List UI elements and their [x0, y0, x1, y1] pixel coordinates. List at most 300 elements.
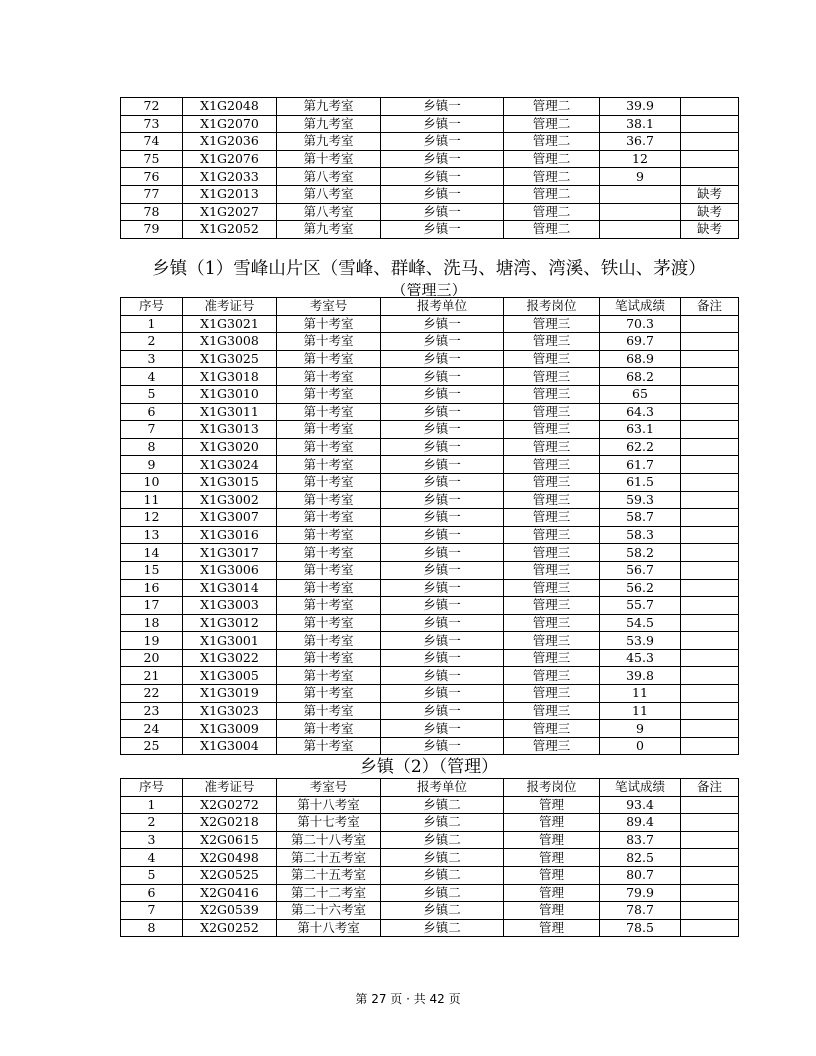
cell-written-score: 65	[600, 385, 681, 403]
cell-applied-unit: 乡镇一	[381, 685, 504, 703]
cell-applied-post: 管理三	[504, 649, 600, 667]
table-row	[121, 115, 739, 133]
cell-exam-room: 第十考室	[277, 720, 381, 738]
table-row	[121, 203, 739, 221]
cell-remark	[681, 702, 739, 720]
cell-remark: 缺考	[681, 185, 739, 203]
cell-exam-room: 第十考室	[277, 685, 381, 703]
cell-applied-unit: 乡镇一	[381, 667, 504, 685]
cell-remark	[681, 509, 739, 527]
table-row	[121, 491, 739, 509]
cell-applied-unit: 乡镇一	[381, 221, 504, 239]
score-table-township-2	[120, 778, 739, 937]
table-row	[121, 150, 739, 168]
cell-applied-post: 管理	[504, 919, 600, 937]
cell-applied-unit: 乡镇一	[381, 702, 504, 720]
cell-remark	[681, 866, 739, 884]
cell-exam-room: 第九考室	[277, 221, 381, 239]
cell-applied-post: 管理	[504, 866, 600, 884]
cell-written-score: 59.3	[600, 491, 681, 509]
cell-written-score: 70.3	[600, 315, 681, 333]
cell-exam-id: X2G0525	[183, 866, 277, 884]
cell-exam-room: 第八考室	[277, 203, 381, 221]
cell-applied-post: 管理	[504, 796, 600, 814]
cell-exam-id: X1G3004	[183, 737, 277, 755]
cell-remark	[681, 98, 739, 116]
cell-exam-id: X2G0615	[183, 831, 277, 849]
cell-written-score: 54.5	[600, 614, 681, 632]
cell-exam-room: 第八考室	[277, 185, 381, 203]
cell-applied-post: 管理二	[504, 221, 600, 239]
cell-written-score: 68.2	[600, 368, 681, 386]
table-row	[121, 168, 739, 186]
cell-remark	[681, 150, 739, 168]
cell-applied-unit: 乡镇一	[381, 526, 504, 544]
cell-remark	[681, 814, 739, 832]
cell-written-score: 89.4	[600, 814, 681, 832]
cell-exam-room: 第十考室	[277, 649, 381, 667]
cell-exam-room: 第二十五考室	[277, 849, 381, 867]
cell-applied-post: 管理三	[504, 368, 600, 386]
cell-seq: 11	[121, 491, 183, 509]
cell-applied-unit: 乡镇一	[381, 403, 504, 421]
table-row	[121, 185, 739, 203]
cell-seq: 17	[121, 597, 183, 615]
table-row	[121, 685, 739, 703]
cell-remark	[681, 333, 739, 351]
cell-remark	[681, 133, 739, 151]
cell-written-score	[600, 203, 681, 221]
table-row	[121, 385, 739, 403]
cell-applied-unit: 乡镇一	[381, 737, 504, 755]
cell-exam-room: 第十考室	[277, 597, 381, 615]
cell-written-score: 93.4	[600, 796, 681, 814]
cell-remark	[681, 168, 739, 186]
cell-exam-id: X1G3015	[183, 473, 277, 491]
cell-seq: 4	[121, 368, 183, 386]
table-row	[121, 509, 739, 527]
header-remark: 备注	[681, 298, 739, 316]
cell-seq: 4	[121, 849, 183, 867]
cell-seq: 76	[121, 168, 183, 186]
cell-seq: 19	[121, 632, 183, 650]
cell-applied-post: 管理三	[504, 561, 600, 579]
cell-seq: 1	[121, 315, 183, 333]
cell-applied-unit: 乡镇一	[381, 421, 504, 439]
cell-applied-unit: 乡镇一	[381, 649, 504, 667]
cell-applied-unit: 乡镇一	[381, 491, 504, 509]
cell-applied-post: 管理三	[504, 544, 600, 562]
cell-exam-room: 第十考室	[277, 544, 381, 562]
table-header-row	[121, 779, 739, 797]
cell-written-score: 64.3	[600, 403, 681, 421]
cell-applied-post: 管理二	[504, 168, 600, 186]
table-row	[121, 421, 739, 439]
header-exam-room: 考室号	[277, 298, 381, 316]
cell-written-score: 11	[600, 685, 681, 703]
cell-written-score: 11	[600, 702, 681, 720]
cell-remark	[681, 438, 739, 456]
cell-written-score: 56.7	[600, 561, 681, 579]
cell-written-score: 9	[600, 168, 681, 186]
cell-applied-post: 管理	[504, 814, 600, 832]
table-row	[121, 544, 739, 562]
cell-applied-unit: 乡镇二	[381, 849, 504, 867]
cell-exam-id: X1G3024	[183, 456, 277, 474]
table-row	[121, 866, 739, 884]
cell-remark	[681, 796, 739, 814]
cell-exam-room: 第九考室	[277, 98, 381, 116]
cell-seq: 9	[121, 456, 183, 474]
cell-exam-room: 第十考室	[277, 579, 381, 597]
header-exam-room: 考室号	[277, 779, 381, 797]
cell-written-score: 69.7	[600, 333, 681, 351]
cell-exam-id: X1G3023	[183, 702, 277, 720]
cell-written-score: 63.1	[600, 421, 681, 439]
cell-written-score: 12	[600, 150, 681, 168]
cell-applied-post: 管理三	[504, 491, 600, 509]
cell-written-score: 55.7	[600, 597, 681, 615]
cell-remark	[681, 831, 739, 849]
cell-written-score: 9	[600, 720, 681, 738]
cell-applied-post: 管理	[504, 902, 600, 920]
cell-applied-unit: 乡镇二	[381, 902, 504, 920]
cell-exam-id: X1G2076	[183, 150, 277, 168]
cell-written-score: 58.2	[600, 544, 681, 562]
table-row	[121, 333, 739, 351]
cell-exam-id: X1G3020	[183, 438, 277, 456]
cell-applied-post: 管理三	[504, 614, 600, 632]
cell-seq: 7	[121, 902, 183, 920]
cell-applied-post: 管理二	[504, 98, 600, 116]
header-applied-post: 报考岗位	[504, 298, 600, 316]
cell-exam-room: 第十考室	[277, 403, 381, 421]
cell-remark	[681, 368, 739, 386]
cell-remark: 缺考	[681, 221, 739, 239]
cell-remark	[681, 421, 739, 439]
cell-applied-post: 管理三	[504, 385, 600, 403]
cell-remark	[681, 561, 739, 579]
table-row	[121, 98, 739, 116]
cell-applied-unit: 乡镇二	[381, 796, 504, 814]
table-row	[121, 473, 739, 491]
cell-applied-unit: 乡镇二	[381, 884, 504, 902]
cell-exam-id: X1G3021	[183, 315, 277, 333]
cell-remark	[681, 473, 739, 491]
cell-seq: 2	[121, 333, 183, 351]
cell-written-score: 45.3	[600, 649, 681, 667]
cell-exam-room: 第十考室	[277, 737, 381, 755]
cell-remark	[681, 526, 739, 544]
cell-exam-id: X2G0539	[183, 902, 277, 920]
cell-applied-unit: 乡镇一	[381, 544, 504, 562]
cell-applied-unit: 乡镇一	[381, 368, 504, 386]
cell-seq: 7	[121, 421, 183, 439]
cell-exam-room: 第十考室	[277, 385, 381, 403]
header-exam-id: 准考证号	[183, 298, 277, 316]
table-row	[121, 849, 739, 867]
table-row	[121, 456, 739, 474]
cell-remark	[681, 919, 739, 937]
cell-applied-post: 管理三	[504, 579, 600, 597]
cell-applied-post: 管理	[504, 849, 600, 867]
cell-exam-room: 第十考室	[277, 526, 381, 544]
cell-applied-post: 管理三	[504, 333, 600, 351]
cell-applied-unit: 乡镇一	[381, 150, 504, 168]
cell-applied-unit: 乡镇一	[381, 168, 504, 186]
table-row	[121, 649, 739, 667]
cell-exam-room: 第二十五考室	[277, 866, 381, 884]
cell-remark	[681, 385, 739, 403]
table-row	[121, 350, 739, 368]
cell-exam-room: 第十八考室	[277, 796, 381, 814]
cell-exam-id: X1G3002	[183, 491, 277, 509]
cell-exam-room: 第十考室	[277, 350, 381, 368]
cell-applied-unit: 乡镇一	[381, 385, 504, 403]
header-exam-id: 准考证号	[183, 779, 277, 797]
cell-exam-id: X1G2070	[183, 115, 277, 133]
cell-seq: 5	[121, 866, 183, 884]
table-row	[121, 831, 739, 849]
cell-applied-unit: 乡镇二	[381, 866, 504, 884]
cell-written-score: 38.1	[600, 115, 681, 133]
table-row	[121, 403, 739, 421]
cell-exam-room: 第九考室	[277, 115, 381, 133]
cell-remark	[681, 115, 739, 133]
cell-applied-unit: 乡镇一	[381, 597, 504, 615]
section-title: 乡镇（1）雪峰山片区（雪峰、群峰、洗马、塘湾、湾溪、铁山、茅渡）	[152, 259, 706, 279]
table-row	[121, 667, 739, 685]
cell-remark	[681, 614, 739, 632]
cell-remark: 缺考	[681, 203, 739, 221]
cell-seq: 22	[121, 685, 183, 703]
table-row	[121, 133, 739, 151]
cell-exam-id: X1G3009	[183, 720, 277, 738]
cell-applied-unit: 乡镇一	[381, 333, 504, 351]
cell-applied-post: 管理二	[504, 115, 600, 133]
cell-seq: 10	[121, 473, 183, 491]
cell-written-score: 68.9	[600, 350, 681, 368]
cell-remark	[681, 884, 739, 902]
header-applied-unit: 报考单位	[381, 298, 504, 316]
cell-remark	[681, 632, 739, 650]
cell-exam-id: X1G2036	[183, 133, 277, 151]
cell-exam-id: X1G3018	[183, 368, 277, 386]
cell-exam-id: X1G2013	[183, 185, 277, 203]
cell-applied-unit: 乡镇一	[381, 115, 504, 133]
section-title: 乡镇（2）（管理）	[359, 757, 499, 777]
cell-exam-id: X1G3022	[183, 649, 277, 667]
cell-written-score	[600, 185, 681, 203]
table-row	[121, 221, 739, 239]
cell-exam-id: X1G3010	[183, 385, 277, 403]
cell-applied-post: 管理三	[504, 350, 600, 368]
cell-exam-room: 第二十八考室	[277, 831, 381, 849]
cell-exam-id: X1G3007	[183, 509, 277, 527]
cell-exam-id: X1G3008	[183, 333, 277, 351]
header-seq: 序号	[121, 298, 183, 316]
cell-exam-id: X1G3019	[183, 685, 277, 703]
table-row	[121, 884, 739, 902]
page-footer: 第 27 页 · 共 42 页	[355, 992, 461, 1006]
cell-written-score: 53.9	[600, 632, 681, 650]
cell-applied-unit: 乡镇一	[381, 133, 504, 151]
cell-written-score: 58.3	[600, 526, 681, 544]
cell-applied-unit: 乡镇一	[381, 509, 504, 527]
cell-seq: 25	[121, 737, 183, 755]
cell-written-score: 82.5	[600, 849, 681, 867]
cell-applied-unit: 乡镇二	[381, 831, 504, 849]
cell-seq: 6	[121, 884, 183, 902]
cell-applied-unit: 乡镇一	[381, 98, 504, 116]
cell-seq: 8	[121, 438, 183, 456]
cell-written-score: 0	[600, 737, 681, 755]
cell-applied-post: 管理三	[504, 526, 600, 544]
cell-applied-unit: 乡镇一	[381, 315, 504, 333]
table-row	[121, 597, 739, 615]
cell-seq: 78	[121, 203, 183, 221]
cell-exam-room: 第十考室	[277, 150, 381, 168]
cell-exam-room: 第九考室	[277, 133, 381, 151]
cell-remark	[681, 737, 739, 755]
cell-exam-id: X1G2033	[183, 168, 277, 186]
header-applied-unit: 报考单位	[381, 779, 504, 797]
header-seq: 序号	[121, 779, 183, 797]
cell-applied-post: 管理三	[504, 597, 600, 615]
cell-exam-id: X2G0272	[183, 796, 277, 814]
cell-seq: 8	[121, 919, 183, 937]
cell-exam-id: X1G3025	[183, 350, 277, 368]
cell-exam-id: X1G3013	[183, 421, 277, 439]
cell-applied-unit: 乡镇一	[381, 473, 504, 491]
cell-applied-post: 管理二	[504, 150, 600, 168]
cell-seq: 15	[121, 561, 183, 579]
cell-remark	[681, 544, 739, 562]
cell-exam-room: 第十考室	[277, 491, 381, 509]
cell-remark	[681, 720, 739, 738]
cell-remark	[681, 579, 739, 597]
cell-remark	[681, 315, 739, 333]
cell-seq: 14	[121, 544, 183, 562]
cell-seq: 12	[121, 509, 183, 527]
cell-applied-post: 管理三	[504, 632, 600, 650]
cell-exam-room: 第十考室	[277, 421, 381, 439]
cell-exam-room: 第十七考室	[277, 814, 381, 832]
cell-remark	[681, 403, 739, 421]
cell-remark	[681, 902, 739, 920]
cell-seq: 74	[121, 133, 183, 151]
cell-applied-post: 管理三	[504, 509, 600, 527]
cell-exam-id: X1G3017	[183, 544, 277, 562]
cell-applied-post: 管理三	[504, 473, 600, 491]
cell-applied-post: 管理三	[504, 438, 600, 456]
cell-remark	[681, 491, 739, 509]
cell-written-score: 78.7	[600, 902, 681, 920]
cell-exam-room: 第十考室	[277, 614, 381, 632]
cell-exam-room: 第二十二考室	[277, 884, 381, 902]
cell-exam-id: X1G3016	[183, 526, 277, 544]
cell-exam-room: 第十考室	[277, 315, 381, 333]
cell-seq: 75	[121, 150, 183, 168]
table-row	[121, 315, 739, 333]
cell-applied-unit: 乡镇一	[381, 614, 504, 632]
cell-seq: 23	[121, 702, 183, 720]
cell-applied-post: 管理三	[504, 315, 600, 333]
cell-applied-unit: 乡镇二	[381, 919, 504, 937]
cell-exam-room: 第十考室	[277, 456, 381, 474]
table-row	[121, 561, 739, 579]
cell-written-score: 56.2	[600, 579, 681, 597]
cell-exam-room: 第十考室	[277, 561, 381, 579]
header-remark: 备注	[681, 779, 739, 797]
cell-exam-room: 第十考室	[277, 473, 381, 491]
cell-applied-post: 管理三	[504, 403, 600, 421]
table-row	[121, 796, 739, 814]
cell-written-score: 39.8	[600, 667, 681, 685]
cell-exam-room: 第十考室	[277, 368, 381, 386]
table-row	[121, 902, 739, 920]
cell-seq: 3	[121, 350, 183, 368]
table-row	[121, 919, 739, 937]
cell-applied-post: 管理三	[504, 421, 600, 439]
cell-exam-room: 第八考室	[277, 168, 381, 186]
cell-written-score: 58.7	[600, 509, 681, 527]
table-row	[121, 632, 739, 650]
cell-seq: 13	[121, 526, 183, 544]
cell-applied-post: 管理	[504, 831, 600, 849]
cell-exam-room: 第十考室	[277, 333, 381, 351]
cell-exam-room: 第十考室	[277, 438, 381, 456]
cell-applied-post: 管理二	[504, 203, 600, 221]
table-row	[121, 720, 739, 738]
cell-exam-id: X2G0498	[183, 849, 277, 867]
cell-remark	[681, 649, 739, 667]
cell-applied-unit: 乡镇一	[381, 720, 504, 738]
cell-applied-post: 管理	[504, 884, 600, 902]
cell-seq: 73	[121, 115, 183, 133]
cell-exam-room: 第十考室	[277, 667, 381, 685]
cell-exam-id: X1G3014	[183, 579, 277, 597]
table-header-row	[121, 298, 739, 316]
cell-exam-id: X1G2027	[183, 203, 277, 221]
cell-written-score: 83.7	[600, 831, 681, 849]
cell-remark	[681, 350, 739, 368]
cell-written-score: 39.9	[600, 98, 681, 116]
cell-seq: 20	[121, 649, 183, 667]
cell-written-score: 78.5	[600, 919, 681, 937]
cell-written-score: 61.5	[600, 473, 681, 491]
cell-written-score: 80.7	[600, 866, 681, 884]
cell-exam-room: 第十考室	[277, 509, 381, 527]
cell-written-score: 79.9	[600, 884, 681, 902]
table-row	[121, 614, 739, 632]
cell-exam-room: 第十八考室	[277, 919, 381, 937]
cell-applied-unit: 乡镇一	[381, 438, 504, 456]
cell-seq: 72	[121, 98, 183, 116]
cell-seq: 3	[121, 831, 183, 849]
cell-applied-post: 管理二	[504, 133, 600, 151]
cell-applied-unit: 乡镇二	[381, 814, 504, 832]
cell-exam-id: X1G3003	[183, 597, 277, 615]
cell-applied-post: 管理三	[504, 702, 600, 720]
cell-exam-room: 第十考室	[277, 702, 381, 720]
cell-exam-room: 第二十六考室	[277, 902, 381, 920]
cell-applied-unit: 乡镇一	[381, 456, 504, 474]
cell-remark	[681, 456, 739, 474]
header-written-score: 笔试成绩	[600, 298, 681, 316]
cell-seq: 2	[121, 814, 183, 832]
cell-seq: 24	[121, 720, 183, 738]
